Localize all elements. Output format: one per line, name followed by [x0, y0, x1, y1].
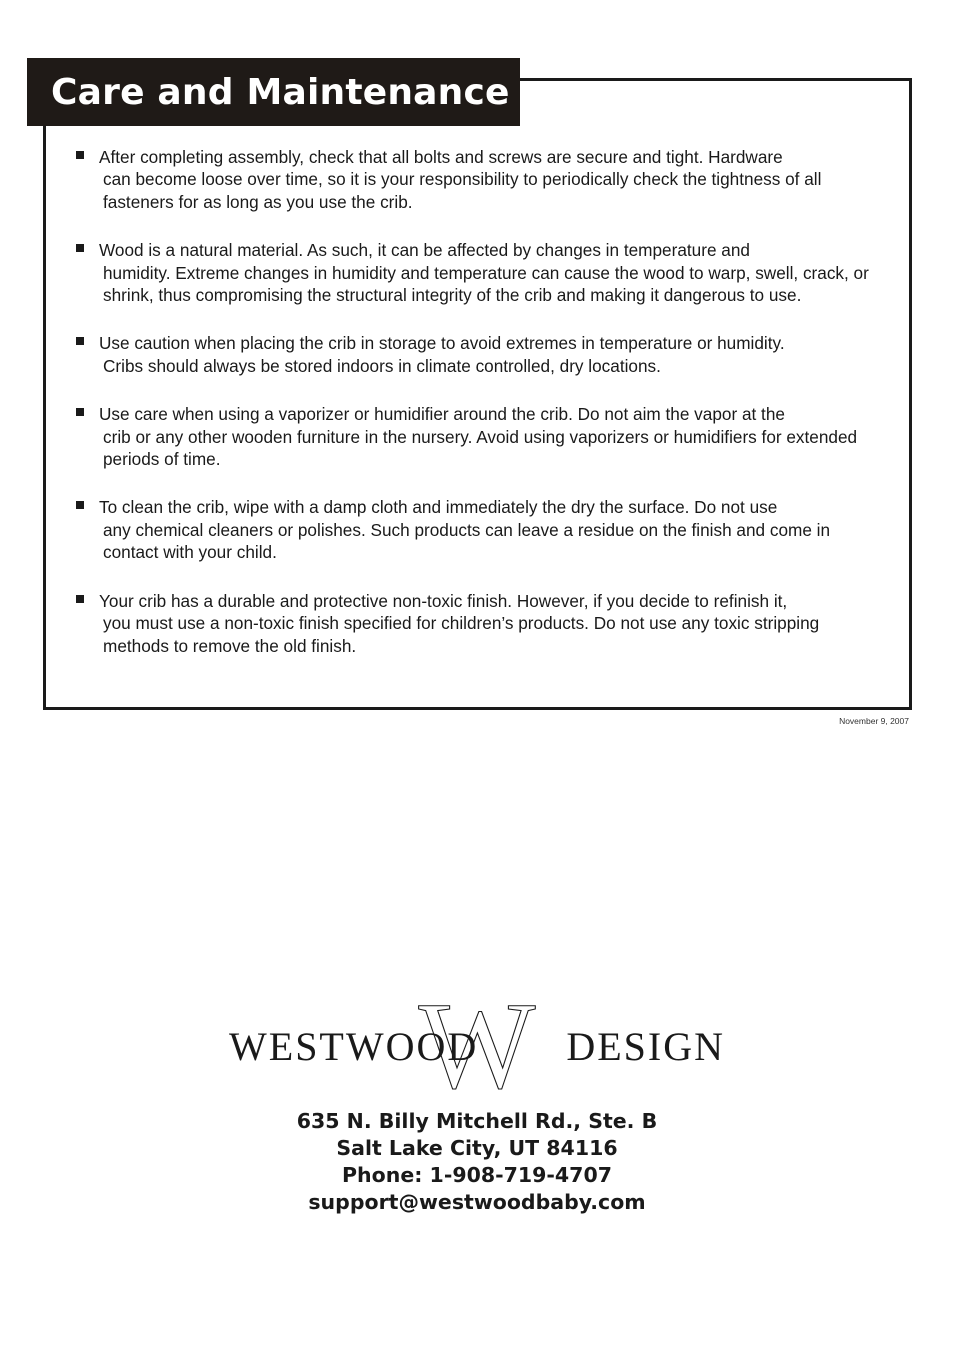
- list-item-text: can become loose over time, so it is your responsibility to periodically check the tightness of all fasteners for as long as you use the crib.: [103, 169, 822, 212]
- list-item-first-line: Use care when using a vaporizer or humidifier around the crib. Do not aim the vapor at the: [99, 404, 785, 425]
- list-item-text: you must use a non-toxic finish specified for children’s products. Do not use any toxic stripping methods to remove the old finish.: [103, 613, 820, 656]
- square-bullet-icon: [76, 244, 84, 252]
- list-item: [73, 146, 873, 213]
- westwood-design-logo: [227, 992, 727, 1098]
- list-item-text: humidity. Extreme changes in humidity and temperature can cause the wood to warp, swell, crack, or shrink, thus compromising the structural integrity of the crib and making it dangerous to use.: [103, 262, 869, 306]
- page-title: Care and Maintenance: [51, 71, 510, 113]
- contact-block: [0, 1108, 954, 1216]
- list-item-first-line: Use caution when placing the crib in storage to avoid extremes in temperature or humidity.: [99, 333, 785, 354]
- phone-number: Phone: 1-908-719-4707: [342, 1163, 612, 1187]
- list-item-text: any chemical cleaners or polishes. Such products can leave a residue on the finish and come in contact with your child.: [103, 519, 831, 563]
- square-bullet-icon: [76, 501, 84, 509]
- list-item: [73, 239, 873, 306]
- list-item: [73, 590, 873, 657]
- revision-date: November 9, 2007: [839, 716, 909, 726]
- street-address: 635 N. Billy Mitchell Rd., Ste. B: [296, 1109, 658, 1133]
- list-item-first-line: After completing assembly, check that all bolts and screws are secure and tight. Hardware: [99, 147, 783, 167]
- list-item: [73, 403, 873, 470]
- title-banner: [27, 58, 520, 126]
- logo-monogram: W: [418, 992, 536, 1098]
- logo-wordmark-left: WESTWOOD: [229, 1024, 479, 1069]
- square-bullet-icon: [76, 595, 84, 603]
- list-item: [73, 332, 873, 377]
- list-item-first-line: To clean the crib, wipe with a damp cloth and immediately the dry the surface. Do not use: [99, 497, 778, 518]
- care-instructions-list: [73, 146, 873, 683]
- square-bullet-icon: [76, 337, 84, 345]
- support-email[interactable]: support@westwoodbaby.com: [308, 1190, 646, 1214]
- logo-wordmark-right: DESIGN: [566, 1024, 725, 1069]
- list-item-text: Cribs should always be stored indoors in climate controlled, dry locations.: [103, 355, 661, 376]
- list-item-first-line: Wood is a natural material. As such, it can be affected by changes in temperature and: [99, 240, 750, 261]
- list-item-text: crib or any other wooden furniture in the nursery. Avoid using vaporizers or humidifiers for extended periods of time.: [103, 426, 858, 470]
- list-item: [73, 496, 873, 563]
- list-item-first-line: Your crib has a durable and protective non-toxic finish. However, if you decide to refinish it,: [99, 590, 788, 611]
- square-bullet-icon: [76, 408, 84, 416]
- square-bullet-icon: [76, 151, 84, 159]
- city-address: Salt Lake City, UT 84116: [336, 1136, 618, 1160]
